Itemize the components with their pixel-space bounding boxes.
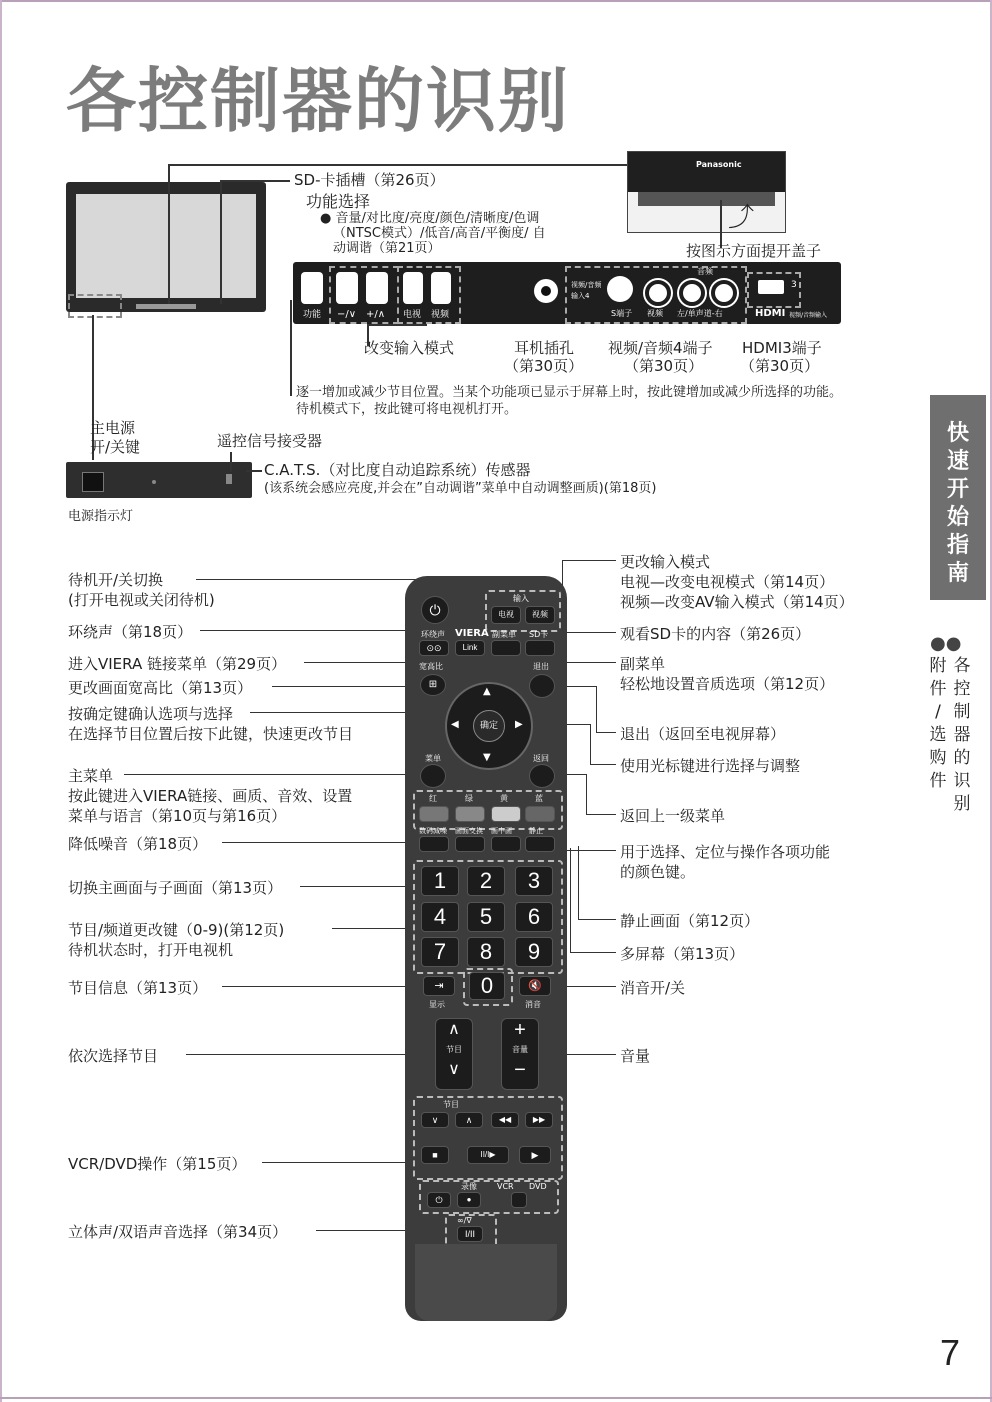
pause-button[interactable]: II/I▶ <box>467 1146 509 1164</box>
sd-key-label: SD卡 <box>529 630 549 639</box>
subsection-col2: 各 控 制 器 的 识 别 <box>953 656 971 814</box>
function-button-label: 功能 <box>303 310 322 320</box>
return-key-label: 返回 <box>533 754 549 763</box>
mute-key-label: 消音 <box>525 1000 541 1009</box>
freeze-button[interactable] <box>525 836 555 852</box>
sd-card-label: 观看SD卡的内容（第26页） <box>620 625 811 643</box>
callout-line <box>246 470 262 472</box>
exit-button[interactable] <box>529 674 555 698</box>
main-power-label: 主电源 <box>90 419 136 437</box>
ok-label: 按确定键确认选项与选择 <box>68 705 234 723</box>
vcr-power-button[interactable]: ⏻ <box>427 1192 451 1208</box>
input-label: 输入 <box>513 594 529 603</box>
submenu-label: 副菜单 <box>620 655 666 673</box>
red-key-label: 红 <box>429 794 437 803</box>
exit-label: 退出（返回至电视屏幕） <box>620 725 786 743</box>
callout-line <box>222 986 418 987</box>
hdmi3-label: HDMI3端子 <box>742 339 822 357</box>
power-led <box>152 480 156 484</box>
multiscreen-label: 多屏幕（第13页） <box>620 945 745 963</box>
section-tab-char: 始 <box>946 505 969 530</box>
channel-rocker[interactable] <box>435 1018 473 1090</box>
func-select-label: 功能选择 <box>306 192 371 211</box>
video-input-label: 视频 <box>431 310 450 320</box>
number-key-3[interactable]: 3 <box>515 866 553 896</box>
tv-side-panel <box>293 262 841 324</box>
brand-logo: Panasonic <box>696 160 742 169</box>
cursor-label: 使用光标键进行选择与调整 <box>620 757 801 775</box>
noise-button[interactable] <box>419 836 449 852</box>
transport-dashed <box>413 1096 563 1180</box>
transport-ch-up[interactable]: ∧ <box>455 1112 483 1128</box>
power-led-label: 电源指示灯 <box>68 509 134 524</box>
func-detail-1: ● 音量/对比度/亮度/颜色/清晰度/色调 <box>320 211 540 226</box>
callout-line <box>562 560 616 561</box>
noise-label: 降低噪音（第18页） <box>68 835 208 853</box>
headphone-jack-icon[interactable] <box>534 279 558 303</box>
channel-select-label: 依次选择节目 <box>68 1047 159 1065</box>
callout-line <box>124 774 426 775</box>
blue-button[interactable] <box>525 806 555 822</box>
tv-brand-strip <box>136 304 196 309</box>
volume-up-icon[interactable]: + <box>514 1019 526 1041</box>
mute-button[interactable]: 🔇 <box>519 976 551 996</box>
video4-label: 视频/音频4端子 <box>608 339 713 357</box>
callout-line <box>200 630 418 631</box>
number-key-8[interactable]: 8 <box>467 937 505 967</box>
mute-label: 消音开/关 <box>620 979 686 997</box>
arrow-up-icon[interactable]: ▲ <box>483 686 491 697</box>
pip-key-label: 画中画 <box>491 827 512 835</box>
callout-line <box>230 452 232 472</box>
record-key-label: 录像 <box>461 1182 477 1191</box>
tv-illustration <box>66 182 266 312</box>
surround-key-label: 环绕声 <box>421 630 445 639</box>
page-border-left <box>0 0 2 1402</box>
aspect-key-label: 宽高比 <box>419 662 443 671</box>
viera-link-label: 进入VIERA 链接菜单（第29页） <box>68 655 287 673</box>
number-sub: 待机状态时，打开电视机 <box>68 941 234 959</box>
callout-line <box>570 952 616 953</box>
return-label: 返回上一级菜单 <box>620 807 726 825</box>
remote-sensor <box>226 474 232 484</box>
page-border-top <box>0 0 992 2</box>
section-tab <box>930 395 986 600</box>
hdmi-port-number: 3 <box>791 280 797 290</box>
hdmi-logo: HDMI <box>755 308 786 319</box>
menu-key-label: 菜单 <box>425 754 441 763</box>
callout-line <box>272 686 418 687</box>
display-button[interactable]: ⇥ <box>423 976 455 996</box>
surround-button[interactable]: ⊙⊙ <box>419 640 449 656</box>
swap-button[interactable] <box>455 836 485 852</box>
section-tab-char: 快 <box>946 421 969 446</box>
red-button[interactable] <box>419 806 449 822</box>
channel-up-icon[interactable]: ∧ <box>448 1021 460 1038</box>
s-video-terminal-icon[interactable] <box>607 276 633 302</box>
callout-line <box>578 919 616 920</box>
aspect-button[interactable]: ⊞ <box>420 674 446 696</box>
play-button[interactable]: ▶ <box>519 1146 551 1164</box>
menu-button[interactable] <box>420 764 446 788</box>
viera-logo: VIERA <box>455 628 489 639</box>
submenu-sub: 轻松地设置音质选项（第12页） <box>620 675 835 693</box>
callout-line <box>590 724 591 764</box>
callout-line <box>290 300 292 396</box>
standby-sub: (打开电视或关闭待机) <box>68 591 215 609</box>
number-key-4[interactable]: 4 <box>421 902 459 932</box>
callout-line <box>332 928 412 929</box>
av4-input-label: 视频/音频 输入4 <box>571 281 602 300</box>
number-key-0[interactable]: 0 <box>469 972 505 1000</box>
arrow-left-icon[interactable]: ◀ <box>451 719 459 730</box>
audio-group-label: 音频 <box>697 267 713 276</box>
tv-input-button[interactable] <box>403 272 423 304</box>
input-mode-label: 改变输入模式 <box>364 339 455 357</box>
menu-sub-2: 菜单与语言（第10页与第16页） <box>68 807 287 825</box>
page-border-bottom <box>0 1397 992 1399</box>
surround-label: 环绕声（第18页） <box>68 623 193 641</box>
input-tv-desc: 电视—改变电视模式（第14页） <box>620 573 835 591</box>
tv-bottom-bar <box>66 462 252 498</box>
number-key-9[interactable]: 9 <box>515 937 553 967</box>
number-key-5[interactable]: 5 <box>467 902 505 932</box>
record-button[interactable]: ● <box>457 1192 481 1208</box>
func-detail-2: （NTSC模式）/低音/高音/平衡度/ 自 <box>333 226 546 241</box>
channel-down-icon[interactable]: ∨ <box>448 1061 460 1078</box>
viera-link-button[interactable]: Link <box>455 640 485 656</box>
callout-line <box>578 846 579 919</box>
tv-button[interactable]: 电视 <box>491 606 521 624</box>
lr-jack-label: 左/单声道-右 <box>677 309 723 318</box>
number-key-7[interactable]: 7 <box>421 937 459 967</box>
video-input-button[interactable] <box>431 272 451 304</box>
s-terminal-label: S端子 <box>611 309 633 318</box>
video-jack-label: 视频 <box>647 309 663 318</box>
section-tab-char: 指 <box>946 533 969 558</box>
color-keys-label: 用于选择、定位与操作各项功能 <box>620 843 831 861</box>
section-tab-char: 速 <box>946 449 969 474</box>
callout-line <box>596 686 597 732</box>
vcr-dvd-switch[interactable] <box>511 1192 527 1208</box>
ok-button[interactable]: 确定 <box>473 710 505 742</box>
freeze-key-label: 静止 <box>529 827 543 835</box>
page-number: 7 <box>940 1332 961 1373</box>
yellow-button[interactable] <box>491 806 521 822</box>
tv-bottom-dashed <box>68 294 122 318</box>
menu-label: 主菜单 <box>68 767 114 785</box>
remote-bottom-bracket <box>415 1244 557 1321</box>
freeze-label: 静止画面（第12页） <box>620 912 760 930</box>
menu-sub-1: 按此键进入VIERA链接、画质、音效、设置 <box>68 787 353 805</box>
skip-back-button[interactable]: ◀◀ <box>491 1112 519 1128</box>
green-key-label: 绿 <box>465 794 473 803</box>
audio-left-jack-icon[interactable] <box>679 280 705 306</box>
vcr-label: VCR <box>497 1182 514 1191</box>
callout-line <box>596 732 616 733</box>
return-button[interactable] <box>529 764 555 788</box>
info-label: 节目信息（第13页） <box>68 979 208 997</box>
callout-line <box>262 1162 412 1163</box>
subsection-col1: 附 件 / 选 购 件 <box>929 656 947 791</box>
volume-label: 音量 <box>620 1047 651 1065</box>
noise-key-label: 数码减噪 <box>419 827 447 835</box>
lift-cover-label: 按图示方面提开盖子 <box>686 242 822 260</box>
callout-line <box>570 848 571 952</box>
number-key-6[interactable]: 6 <box>515 902 553 932</box>
minus-button[interactable] <box>336 272 358 304</box>
plus-button[interactable] <box>366 272 388 304</box>
yellow-key-label: 黄 <box>500 794 508 803</box>
arrow-right-icon[interactable]: ▶ <box>515 719 523 730</box>
hdmi3-page: （第30页） <box>740 357 820 375</box>
callout-line <box>222 842 422 843</box>
callout-line <box>196 579 430 580</box>
volume-rocker[interactable] <box>501 1018 539 1090</box>
exit-key-label: 退出 <box>533 662 549 671</box>
submenu-key-label: 副菜单 <box>492 630 516 639</box>
cover-top-bar <box>628 152 785 192</box>
blue-key-label: 蓝 <box>535 794 543 803</box>
section-dots: ●● <box>930 633 962 654</box>
channel-key-label: 节目 <box>446 1045 462 1054</box>
stereo-button[interactable]: I/II <box>457 1226 483 1242</box>
hdmi-port-icon[interactable] <box>758 280 784 294</box>
volume-down-icon[interactable]: − <box>514 1059 526 1081</box>
callout-line <box>586 774 587 814</box>
hdmi-sub-label: 视频/音频输入 <box>789 312 828 319</box>
stereo-label: 立体声/双语声音选择（第34页） <box>68 1223 288 1241</box>
arrow-down-icon[interactable]: ▼ <box>483 752 491 763</box>
callout-line <box>590 764 616 765</box>
section-tab-char: 南 <box>946 561 969 586</box>
display-key-label: 显示 <box>429 1000 445 1009</box>
sd-card-button[interactable] <box>525 640 555 656</box>
callout-line <box>367 324 427 326</box>
video-jack-icon[interactable] <box>645 280 671 306</box>
dvd-label: DVD <box>529 1182 547 1191</box>
aspect-label: 更改画面宽高比（第13页） <box>68 679 253 697</box>
headphone-label: 耳机插孔 <box>514 339 575 357</box>
sd-slot-label: SD-卡插槽（第26页） <box>294 171 445 189</box>
main-power-label-2: 开/关键 <box>90 438 141 456</box>
power-icon: ⏻ <box>429 602 441 618</box>
transport-ch-label: 节目 <box>443 1100 459 1109</box>
channel-desc-1: 逐一增加或减少节目位置。当某个功能项已显示于屏幕上时，按此键增加或减少所选择的功能。 <box>296 385 843 400</box>
transport-ch-down[interactable]: ∨ <box>421 1112 449 1128</box>
plus-button-label: +/∧ <box>366 309 386 320</box>
callout-line <box>220 180 290 182</box>
section-tab-char: 开 <box>946 477 969 502</box>
function-button[interactable] <box>301 272 323 304</box>
callout-line <box>168 164 628 166</box>
cover-flap <box>638 192 775 206</box>
number-label: 节目/频道更改键（0-9)(第12页) <box>68 921 285 939</box>
cover-illustration <box>627 151 786 233</box>
func-detail-3: 动调谐（第21页） <box>333 241 441 256</box>
power-button[interactable] <box>421 596 449 624</box>
cats-sensor-label: C.A.T.S.（对比度自动追踪系统）传感器 <box>264 461 531 479</box>
volume-key-label: 音量 <box>512 1045 528 1054</box>
submenu-button[interactable] <box>491 640 521 656</box>
minus-button-label: −/∨ <box>337 309 357 320</box>
standby-label: 待机开/关切换 <box>68 571 164 589</box>
headphone-page: （第30页） <box>504 357 584 375</box>
power-switch[interactable] <box>82 472 104 492</box>
color-keys-sub: 的颜色键。 <box>620 863 696 881</box>
input-mode-remote-label: 更改输入模式 <box>620 553 711 571</box>
arrow-up-icon: ⤴ <box>728 203 755 233</box>
stop-button[interactable]: ■ <box>421 1146 449 1164</box>
audio-right-jack-icon[interactable] <box>711 280 737 306</box>
green-button[interactable] <box>455 806 485 822</box>
tv-screen <box>76 194 256 298</box>
remote-control <box>405 576 567 1321</box>
av-button[interactable]: 视频 <box>525 606 555 624</box>
video4-page: （第30页） <box>624 357 704 375</box>
swap-label: 切换主画面与子画面（第13页） <box>68 879 283 897</box>
skip-fwd-button[interactable]: ▶▶ <box>525 1112 553 1128</box>
page-title: 各控制器的识别 <box>66 60 570 142</box>
remote-receiver-label: 遥控信号接受器 <box>217 432 323 450</box>
pip-button[interactable] <box>491 836 521 852</box>
channel-desc-2: 待机模式下，按此键可将电视机打开。 <box>296 402 518 417</box>
callout-line <box>168 164 170 304</box>
callout-line <box>586 814 616 815</box>
ok-sub: 在选择节目位置后按下此键，快速更改节目 <box>68 725 354 743</box>
swap-key-label: 画面交换 <box>455 827 483 835</box>
callout-line <box>186 1054 434 1055</box>
stereo-icon-label: ∞/∇ <box>457 1216 472 1225</box>
number-key-1[interactable]: 1 <box>421 866 459 896</box>
cats-sensor-desc: (该系统会感应亮度,并会在”自动调谐”菜单中自动调整画质)(第18页) <box>264 481 657 496</box>
vcr-dvd-label: VCR/DVD操作（第15页） <box>68 1155 247 1173</box>
tv-input-label: 电视 <box>403 310 422 320</box>
input-av-desc: 视频—改变AV输入模式（第14页） <box>620 593 854 611</box>
callout-line <box>220 180 222 304</box>
number-key-2[interactable]: 2 <box>467 866 505 896</box>
dpad[interactable] <box>445 682 533 770</box>
